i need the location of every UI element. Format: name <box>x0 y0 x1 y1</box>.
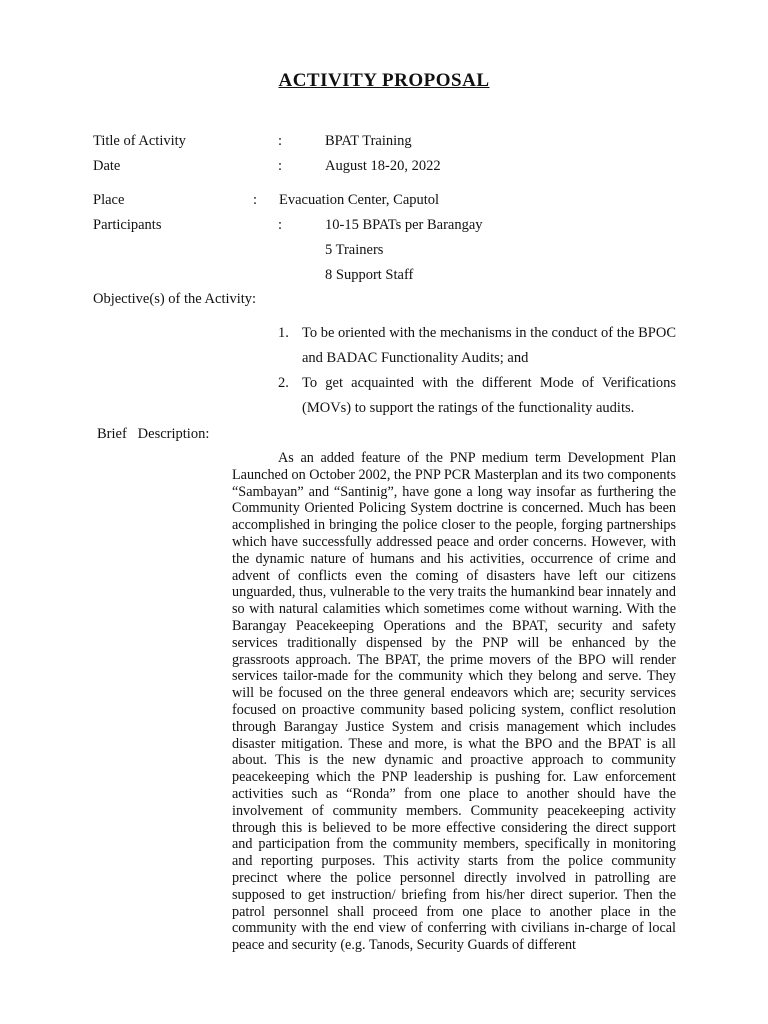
objective-number: 1. <box>278 325 289 341</box>
objective-item <box>278 321 676 371</box>
participant-line: 5 Trainers <box>325 242 384 258</box>
document-title: ACTIVITY PROPOSAL <box>278 70 490 91</box>
field-colon: : <box>253 192 258 208</box>
field-label: Place <box>93 192 125 208</box>
field-value: BPAT Training <box>325 133 412 149</box>
objective-text: To be oriented with the mechanisms in the conduct of the BPOC and BADAC Functionality Audits; and <box>302 325 676 366</box>
field-label: Participants <box>93 217 162 233</box>
field-label: Date <box>93 158 121 174</box>
field-colon: : <box>278 158 283 174</box>
field-colon: : <box>278 133 283 149</box>
field-label: Title of Activity <box>93 133 186 149</box>
brief-description-text: As an added feature of the PNP medium term Development Plan Launched on October 2002, the PNP PCR Masterplan and its two components “Sambayan” and “Santinig”, have gone a long way insofar as furthering the Community Oriented Policing System doctrine is concerned. Much has been accomplished in bringing the police closer to the people, forging partnerships which have successfully addressed peace and order concerns. However, with the dynamic nature of humans and his activities, occurrence of crime and advent of conflicts even the coming of disasters have left our citizens unguarded, thus, vulnerable to the very traits the humankind bear innately and so with natural calamities which sometimes come without warning. With the Barangay Peacekeeping Operations and the BPAT, security and safety services traditionally dispensed by the PNP will be enhanced by the grassroots approach. The BPAT, the prime movers of the BPO will render services tailor-made for the community which they belong and serve. They will be focused on the three general endeavors which are; security services focused on proactive community based policing system, conflict resolution through Barangay Justice System and crisis management which includes disaster mitigation. These and more, is what the BPO and the BPAT is all about. This is the new dynamic and proactive approach to community peacekeeping which the PNP leadership is pushing for. Law enforcement activities such as “Ronda” from one place to another should have the involvement of community members. Community peacekeeping activity through this is believed to be more effective considering the direct support and participation from the community members, specifically in monitoring and reporting purposes. This activity starts from the police community precinct where the police personnel directly involved in patrolling are supposed to get instruction/ briefing from his/her direct superior. Then the patrol personnel shall proceed from one place to another place in the community with the end view of conferring with civilians in-charge of local peace and security (e.g. Tanods, Security Guards of different <box>232 450 676 954</box>
field-value: Evacuation Center, Caputol <box>279 192 440 208</box>
objectives-label: Objective(s) of the Activity: <box>93 291 257 307</box>
brief-description-label: Brief Description: <box>97 426 210 442</box>
field-value: August 18-20, 2022 <box>325 158 441 174</box>
field-colon: : <box>278 217 283 233</box>
objective-item <box>278 371 676 421</box>
participant-line: 10-15 BPATs per Barangay <box>325 217 483 233</box>
objective-number: 2. <box>278 375 289 391</box>
objective-text: To get acquainted with the different Mode of Verifications (MOVs) to support the ratings of the functionality audits. <box>302 375 676 416</box>
participant-line: 8 Support Staff <box>325 267 414 283</box>
